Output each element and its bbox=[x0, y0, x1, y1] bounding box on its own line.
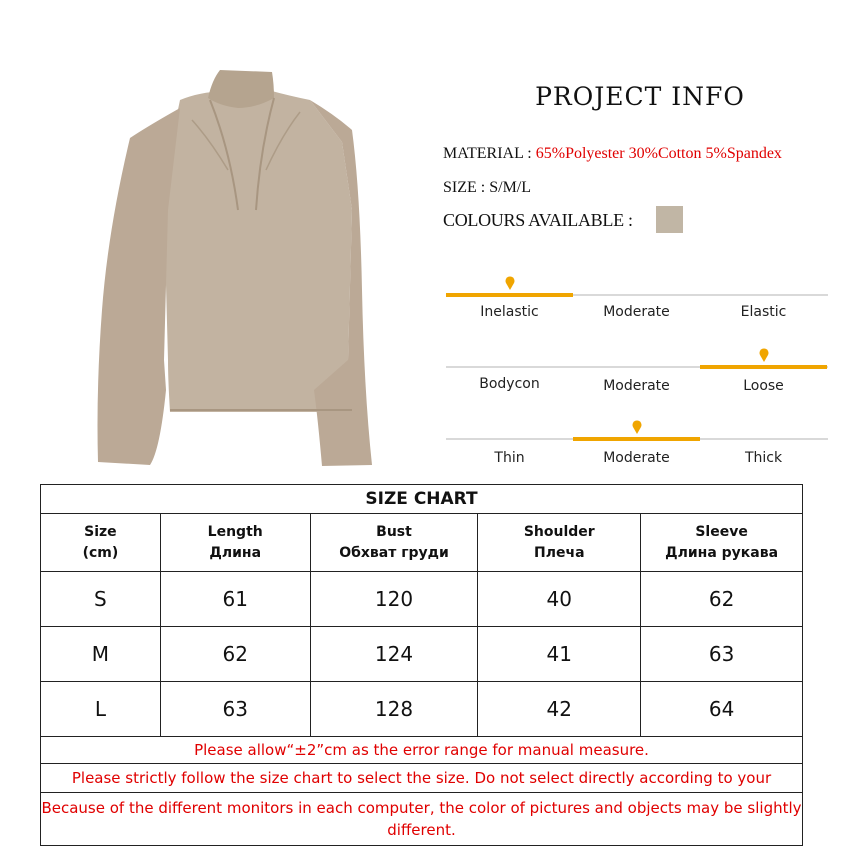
location-pin-icon bbox=[505, 276, 515, 290]
header-line: Sleeve bbox=[695, 523, 748, 540]
table-cell: L bbox=[41, 682, 161, 737]
table-cell: 128 bbox=[310, 682, 478, 737]
scale-label: Thick bbox=[744, 450, 783, 466]
size-chart-table bbox=[40, 484, 803, 846]
table-cell: 40 bbox=[478, 572, 641, 627]
scale-label: Inelastic bbox=[480, 304, 539, 320]
size-row: SIZE : S/M/L bbox=[443, 179, 532, 196]
error-range-note: Please allow“±2”cm as the error range for manual measure. bbox=[41, 737, 803, 764]
colour-swatch bbox=[656, 206, 683, 233]
scale-highlight bbox=[446, 293, 573, 297]
size-chart-title: SIZE CHART bbox=[41, 485, 803, 514]
scale-label: Elastic bbox=[740, 304, 787, 320]
table-cell: 62 bbox=[160, 627, 310, 682]
fit-scale bbox=[446, 346, 828, 406]
column-header bbox=[310, 514, 478, 572]
table-cell: 41 bbox=[478, 627, 641, 682]
scale-label: Bodycon bbox=[479, 376, 540, 392]
column-header bbox=[478, 514, 641, 572]
scale-label: Thin bbox=[494, 450, 525, 466]
scale-label: Moderate bbox=[603, 378, 670, 394]
scale-label: Moderate bbox=[603, 304, 670, 320]
header-line: Length bbox=[207, 523, 263, 540]
elasticity-scale bbox=[446, 272, 828, 332]
header-line: Size bbox=[84, 523, 117, 540]
table-cell: 42 bbox=[478, 682, 641, 737]
table-header-row bbox=[41, 514, 803, 572]
table-cell: 124 bbox=[310, 627, 478, 682]
project-info-title: PROJECT INFO bbox=[535, 82, 745, 111]
header-line: Длина рукава bbox=[665, 544, 779, 561]
table-row bbox=[41, 682, 803, 737]
header-line: Обхват груди bbox=[339, 544, 449, 561]
thickness-scale bbox=[446, 418, 828, 478]
header-line: Shoulder bbox=[523, 523, 595, 540]
table-cell: S bbox=[41, 572, 161, 627]
material-label: MATERIAL : bbox=[443, 145, 536, 162]
size-selection-note: Please strictly follow the size chart to select the size. Do not select directly according to your bbox=[41, 764, 803, 793]
location-pin-icon bbox=[632, 420, 642, 434]
table-cell: 62 bbox=[641, 572, 803, 627]
scale-label: Loose bbox=[743, 378, 784, 394]
table-cell: M bbox=[41, 627, 161, 682]
table-cell: 120 bbox=[310, 572, 478, 627]
table-cell: 63 bbox=[160, 682, 310, 737]
table-cell: 64 bbox=[641, 682, 803, 737]
colours-label: COLOURS AVAILABLE : bbox=[443, 210, 633, 230]
table-row bbox=[41, 572, 803, 627]
scale-highlight bbox=[700, 365, 827, 369]
table-cell: 61 bbox=[160, 572, 310, 627]
material-value: 65%Polyester 30%Cotton 5%Spandex bbox=[535, 145, 782, 162]
header-line: (cm) bbox=[82, 544, 119, 561]
product-photo bbox=[60, 60, 420, 480]
table-row bbox=[41, 627, 803, 682]
scale-highlight bbox=[573, 437, 700, 441]
blouse-image bbox=[60, 60, 420, 480]
location-pin-icon bbox=[759, 348, 769, 362]
header-line: Длина bbox=[209, 544, 262, 561]
monitor-color-note: Because of the different monitors in each computer, the color of pictures and objects may be slightly different. bbox=[41, 793, 803, 846]
column-header bbox=[160, 514, 310, 572]
column-header bbox=[41, 514, 161, 572]
scale-label: Moderate bbox=[603, 450, 670, 466]
header-line: Плеча bbox=[534, 544, 585, 561]
material-row bbox=[443, 145, 782, 163]
column-header bbox=[641, 514, 803, 572]
table-cell: 63 bbox=[641, 627, 803, 682]
header-line: Bust bbox=[376, 523, 412, 540]
